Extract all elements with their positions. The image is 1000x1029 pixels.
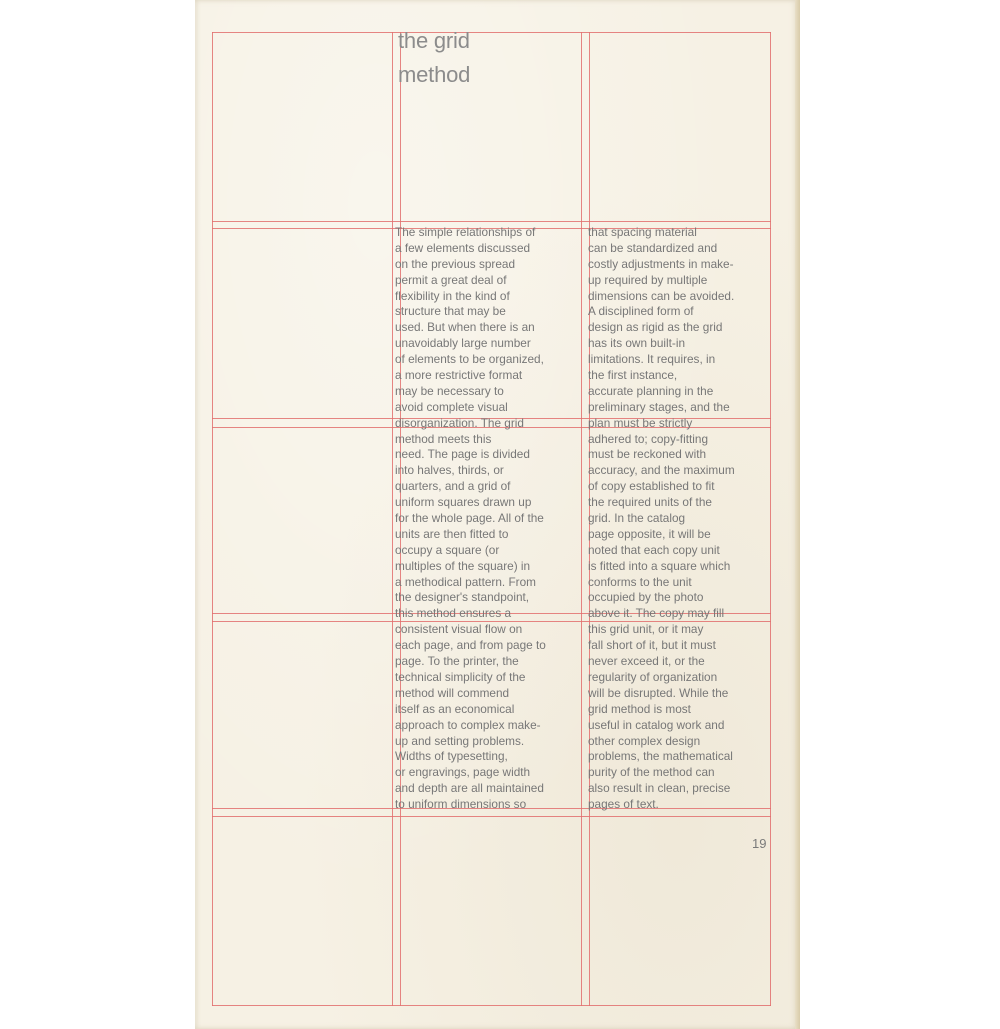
text-line: adhered to; copy-fitting: [588, 431, 709, 446]
text-line: pages of text.: [588, 797, 659, 812]
text-line: may be necessary to: [395, 383, 504, 398]
text-line: grid method is most: [588, 701, 691, 716]
text-line: used. But when there is an: [395, 320, 535, 335]
text-line: on the previous spread: [395, 256, 516, 271]
text-line: flexibility in the kind of: [395, 288, 510, 303]
grid-line-horizontal: [212, 816, 771, 817]
text-line: uniform squares drawn up: [395, 495, 532, 510]
text-line: purity of the method can: [588, 765, 715, 780]
grid-line-vertical: [581, 32, 582, 1006]
text-line: quarters, and a grid of: [395, 479, 511, 494]
page-number: 19: [752, 836, 767, 851]
grid-line-vertical: [392, 32, 393, 1006]
text-line: noted that each copy unit: [588, 542, 720, 557]
text-line: to uniform dimensions so: [395, 797, 527, 812]
text-line: a few elements discussed: [395, 240, 531, 255]
text-line: up and setting problems.: [395, 733, 525, 748]
text-line: the first instance,: [588, 368, 678, 383]
text-line: of elements to be organized,: [395, 352, 544, 367]
text-line: costly adjustments in make-: [588, 256, 734, 271]
text-line: unavoidably large number: [395, 336, 531, 351]
text-line: other complex design: [588, 733, 701, 748]
text-line: structure that may be: [395, 304, 506, 319]
grid-line-vertical: [212, 32, 213, 1006]
text-line: need. The page is divided: [395, 447, 530, 462]
text-line: A disciplined form of: [588, 304, 694, 319]
text-line: regularity of organization: [588, 669, 718, 684]
text-line: up required by multiple: [588, 272, 708, 287]
text-line: preliminary stages, and the: [588, 399, 730, 414]
text-line: multiples of the square) in: [395, 558, 531, 573]
text-line: has its own built-in: [588, 336, 686, 351]
text-column-left: [395, 225, 546, 813]
text-line: accurate planning in the: [588, 383, 714, 398]
text-line: also result in clean, precise: [588, 781, 731, 796]
text-line: a methodical pattern. From: [395, 574, 536, 589]
grid-line-horizontal: [212, 32, 771, 33]
text-line: a more restrictive format: [395, 368, 523, 383]
text-line: itself as an economical: [395, 701, 515, 716]
text-line: useful in catalog work and: [588, 717, 725, 732]
text-line: above it. The copy may fill: [588, 606, 725, 621]
text-line: occupy a square (or: [395, 542, 500, 557]
text-line: of copy established to fit: [588, 479, 715, 494]
text-line: The simple relationships of: [395, 225, 536, 239]
grid-line-horizontal: [212, 221, 771, 222]
text-line: into halves, thirds, or: [395, 463, 504, 478]
text-line: accuracy, and the maximum: [588, 463, 735, 478]
grid-line-vertical: [770, 32, 771, 1006]
text-line: limitations. It requires, in: [588, 352, 716, 367]
text-line: and depth are all maintained: [395, 781, 544, 796]
text-line: conforms to the unit: [588, 574, 692, 589]
text-line: permit a great deal of: [395, 272, 507, 287]
page-edge: [795, 0, 800, 1029]
text-line: consistent visual flow on: [395, 622, 523, 637]
text-line: for the whole page. All of the: [395, 511, 544, 526]
text-line: or engravings, page width: [395, 765, 531, 780]
text-line: occupied by the photo: [588, 590, 704, 605]
text-line: Widths of typesetting,: [395, 749, 508, 764]
page-title: [398, 24, 470, 92]
text-line: fall short of it, but it must: [588, 638, 716, 653]
text-line: can be standardized and: [588, 240, 718, 255]
text-column-right: [588, 225, 735, 813]
text-line: grid. In the catalog: [588, 511, 686, 526]
text-line: never exceed it, or the: [588, 654, 705, 669]
text-line: disorganization. The grid: [395, 415, 524, 430]
text-line: approach to complex make-: [395, 717, 541, 732]
text-line: avoid complete visual: [395, 399, 508, 414]
text-line: plan must be strictly: [588, 415, 693, 430]
text-line: problems, the mathematical: [588, 749, 733, 764]
text-line: page opposite, it will be: [588, 526, 711, 541]
text-line: is fitted into a square which: [588, 558, 731, 573]
text-line: design as rigid as the grid: [588, 320, 723, 335]
page-title-line: the grid: [398, 28, 470, 53]
text-line: this method ensures a: [395, 606, 512, 621]
text-line: dimensions can be avoided.: [588, 288, 735, 303]
text-line: the required units of the: [588, 495, 712, 510]
page-title-line: method: [398, 62, 471, 87]
text-line: each page, and from page to: [395, 638, 546, 653]
text-line: units are then fitted to: [395, 526, 509, 541]
text-line: page. To the printer, the: [395, 654, 519, 669]
text-line: must be reckoned with: [588, 447, 707, 462]
text-line: the designer's standpoint,: [395, 590, 530, 605]
text-line: this grid unit, or it may: [588, 622, 704, 637]
text-line: method meets this: [395, 431, 492, 446]
text-line: method will commend: [395, 685, 510, 700]
text-line: technical simplicity of the: [395, 669, 526, 684]
text-line: that spacing material: [588, 225, 697, 239]
grid-line-horizontal: [212, 1005, 771, 1006]
text-line: will be disrupted. While the: [588, 685, 729, 700]
